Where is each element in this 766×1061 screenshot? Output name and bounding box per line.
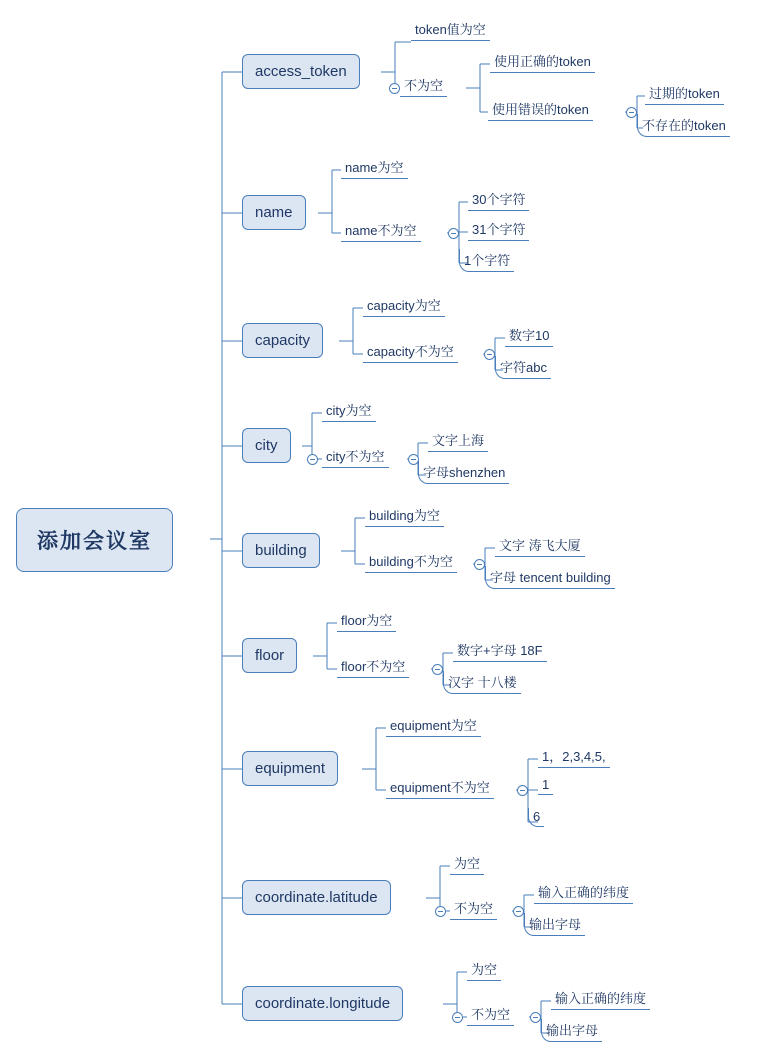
leaf-nonexistent-token[interactable]: 不存在的token xyxy=(637,114,730,137)
leaf-equipment-not-empty[interactable]: equipment不为空 xyxy=(386,776,494,799)
leaf-building-letters[interactable]: 字母 tencent building xyxy=(485,566,615,589)
branch-coordinate-latitude[interactable]: coordinate.latitude xyxy=(242,880,391,915)
leaf-name-31-chars[interactable]: 31个字符 xyxy=(468,218,529,241)
leaf-name-30-chars[interactable]: 30个字符 xyxy=(468,188,529,211)
collapse-toggle-name-not-empty[interactable] xyxy=(448,228,459,239)
collapse-toggle-wrong-token[interactable] xyxy=(626,107,637,118)
leaf-city-not-empty[interactable]: city不为空 xyxy=(322,445,389,468)
leaf-equipment-one[interactable]: 1 xyxy=(538,776,553,795)
collapse-toggle-longitude[interactable] xyxy=(452,1012,463,1023)
leaf-name-1-char[interactable]: 1个字符 xyxy=(459,249,514,272)
leaf-name-empty[interactable]: name为空 xyxy=(341,156,408,179)
leaf-latitude-empty[interactable]: 为空 xyxy=(450,852,484,875)
leaf-capacity-empty[interactable]: capacity为空 xyxy=(363,294,445,317)
collapse-toggle-equipment-not-empty[interactable] xyxy=(517,785,528,796)
branch-coordinate-longitude[interactable]: coordinate.longitude xyxy=(242,986,403,1021)
leaf-capacity-abc[interactable]: 字符abc xyxy=(495,356,551,379)
leaf-building-empty[interactable]: building为空 xyxy=(365,504,444,527)
leaf-token-not-empty[interactable]: 不为空 xyxy=(400,74,447,97)
leaf-equipment-six[interactable]: 6 xyxy=(528,808,544,827)
leaf-correct-token[interactable]: 使用正确的token xyxy=(490,50,595,73)
leaf-wrong-token[interactable]: 使用错误的token xyxy=(488,98,593,121)
leaf-longitude-correct[interactable]: 输入正确的纬度 xyxy=(551,987,650,1010)
leaf-equipment-list[interactable]: 1，2,3,4,5, xyxy=(538,745,610,768)
collapse-toggle-floor-not-empty[interactable] xyxy=(432,664,443,675)
leaf-expired-token[interactable]: 过期的token xyxy=(645,82,724,105)
mindmap-root-node[interactable]: 添加会议室 xyxy=(16,508,173,572)
branch-floor[interactable]: floor xyxy=(242,638,297,673)
collapse-toggle-capacity-not-empty[interactable] xyxy=(484,349,495,360)
leaf-city-letters-shenzhen[interactable]: 字母shenzhen xyxy=(418,461,509,484)
collapse-toggle-city[interactable] xyxy=(307,454,318,465)
leaf-building-not-empty[interactable]: building不为空 xyxy=(365,550,457,573)
branch-city[interactable]: city xyxy=(242,428,291,463)
branch-name[interactable]: name xyxy=(242,195,306,230)
leaf-latitude-correct[interactable]: 输入正确的纬度 xyxy=(534,881,633,904)
branch-equipment[interactable]: equipment xyxy=(242,751,338,786)
leaf-token-empty[interactable]: token值为空 xyxy=(411,18,490,41)
collapse-toggle-longitude-not-empty[interactable] xyxy=(530,1012,541,1023)
leaf-capacity-not-empty[interactable]: capacity不为空 xyxy=(363,340,458,363)
leaf-equipment-empty[interactable]: equipment为空 xyxy=(386,714,481,737)
collapse-toggle-latitude-not-empty[interactable] xyxy=(513,906,524,917)
branch-building[interactable]: building xyxy=(242,533,320,568)
branch-access-token[interactable]: access_token xyxy=(242,54,360,89)
collapse-toggle-latitude[interactable] xyxy=(435,906,446,917)
leaf-floor-empty[interactable]: floor为空 xyxy=(337,609,396,632)
leaf-building-text[interactable]: 文字 涛飞大厦 xyxy=(495,534,585,557)
leaf-longitude-empty[interactable]: 为空 xyxy=(467,958,501,981)
leaf-floor-not-empty[interactable]: floor不为空 xyxy=(337,655,409,678)
leaf-city-empty[interactable]: city为空 xyxy=(322,399,376,422)
leaf-latitude-not-empty[interactable]: 不为空 xyxy=(450,897,497,920)
leaf-longitude-not-empty[interactable]: 不为空 xyxy=(467,1003,514,1026)
leaf-latitude-letters[interactable]: 输出字母 xyxy=(524,913,585,936)
leaf-floor-chinese[interactable]: 汉字 十八楼 xyxy=(443,671,521,694)
leaf-capacity-number-10[interactable]: 数字10 xyxy=(505,324,553,347)
collapse-toggle-token-not-empty[interactable] xyxy=(389,83,400,94)
leaf-longitude-letters[interactable]: 输出字母 xyxy=(541,1019,602,1042)
leaf-city-text-shanghai[interactable]: 文字上海 xyxy=(428,429,488,452)
collapse-toggle-building-not-empty[interactable] xyxy=(474,559,485,570)
leaf-floor-alphanumeric[interactable]: 数字+字母 18F xyxy=(453,639,547,662)
branch-capacity[interactable]: capacity xyxy=(242,323,323,358)
leaf-name-not-empty[interactable]: name不为空 xyxy=(341,219,421,242)
